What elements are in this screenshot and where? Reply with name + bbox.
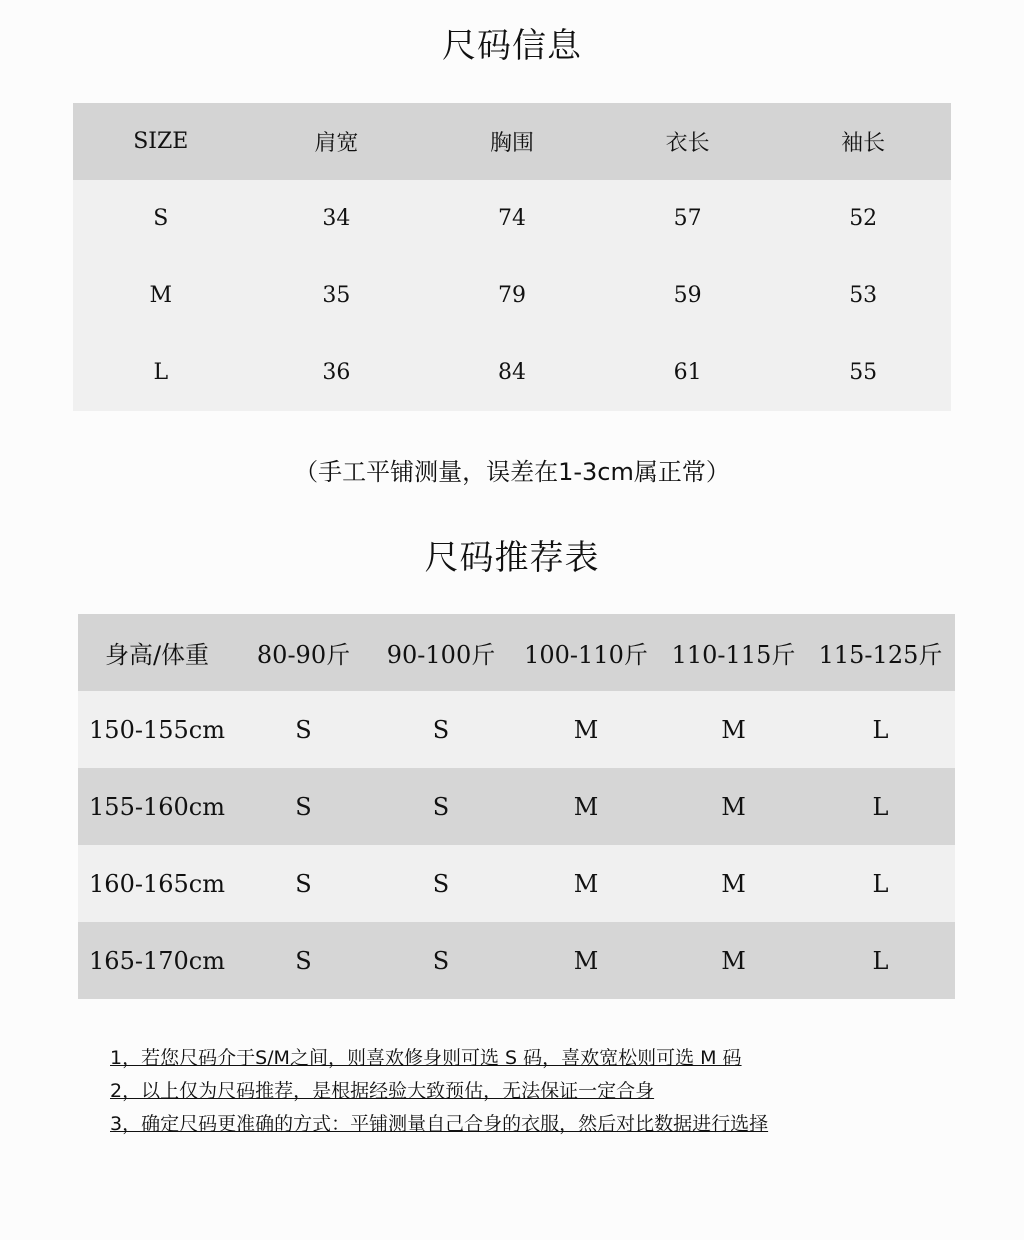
cell: S — [73, 180, 249, 257]
header-weight-range: 115-125斤 — [806, 614, 955, 691]
table-row — [73, 257, 951, 334]
size-cell: S — [371, 768, 511, 845]
measurement-note: （手工平铺测量，误差在1-3cm属正常） — [294, 458, 730, 486]
size-cell: M — [511, 768, 661, 845]
table-row — [73, 334, 951, 411]
size-cell: L — [806, 845, 955, 922]
size-recommendation-title: 尺码推荐表 — [424, 538, 600, 578]
size-cell: M — [661, 922, 806, 999]
header-chest: 胸围 — [424, 103, 600, 180]
size-cell: S — [236, 922, 371, 999]
size-cell: S — [371, 691, 511, 768]
cell: 61 — [600, 334, 776, 411]
header-shoulder: 肩宽 — [249, 103, 425, 180]
height-cell: 155-160cm — [78, 768, 236, 845]
table-row — [73, 180, 951, 257]
height-cell: 165-170cm — [78, 922, 236, 999]
table-row — [78, 845, 955, 922]
cell: 34 — [249, 180, 425, 257]
height-cell: 160-165cm — [78, 845, 236, 922]
header-sleeve: 袖长 — [775, 103, 951, 180]
height-cell: 150-155cm — [78, 691, 236, 768]
cell: 35 — [249, 257, 425, 334]
cell: 84 — [424, 334, 600, 411]
size-cell: M — [511, 845, 661, 922]
cell: 36 — [249, 334, 425, 411]
header-height-weight: 身高/体重 — [78, 614, 236, 691]
note-item: 1，若您尺码介于S/M之间，则喜欢修身则可选 S 码，喜欢宽松则可选 M 码 — [110, 1047, 742, 1069]
table-row — [78, 922, 955, 999]
note-item: 2，以上仅为尺码推荐，是根据经验大致预估，无法保证一定合身 — [110, 1080, 655, 1102]
cell: 52 — [775, 180, 951, 257]
table-row — [78, 691, 955, 768]
header-weight-range: 100-110斤 — [511, 614, 661, 691]
size-cell: S — [236, 691, 371, 768]
size-info-title: 尺码信息 — [442, 26, 582, 66]
size-cell: M — [661, 845, 806, 922]
cell: 59 — [600, 257, 776, 334]
size-cell: L — [806, 768, 955, 845]
size-recommendation-table — [78, 614, 955, 999]
cell: 53 — [775, 257, 951, 334]
size-cell: M — [511, 922, 661, 999]
size-cell: M — [511, 691, 661, 768]
size-cell: M — [661, 768, 806, 845]
cell: 74 — [424, 180, 600, 257]
size-cell: M — [661, 691, 806, 768]
note-item: 3，确定尺码更准确的方式：平铺测量自己合身的衣服，然后对比数据进行选择 — [110, 1113, 769, 1135]
header-weight-range: 90-100斤 — [371, 614, 511, 691]
header-weight-range: 80-90斤 — [236, 614, 371, 691]
cell: L — [73, 334, 249, 411]
size-info-table — [73, 103, 951, 411]
table-header-row — [78, 614, 955, 691]
cell: M — [73, 257, 249, 334]
size-cell: S — [371, 922, 511, 999]
header-length: 衣长 — [600, 103, 776, 180]
notes-list — [110, 1042, 990, 1141]
header-size: SIZE — [73, 103, 249, 180]
cell: 57 — [600, 180, 776, 257]
header-weight-range: 110-115斤 — [661, 614, 806, 691]
size-cell: S — [371, 845, 511, 922]
size-cell: L — [806, 922, 955, 999]
cell: 79 — [424, 257, 600, 334]
size-cell: S — [236, 845, 371, 922]
size-cell: S — [236, 768, 371, 845]
cell: 55 — [775, 334, 951, 411]
table-header-row — [73, 103, 951, 180]
size-cell: L — [806, 691, 955, 768]
table-row — [78, 768, 955, 845]
